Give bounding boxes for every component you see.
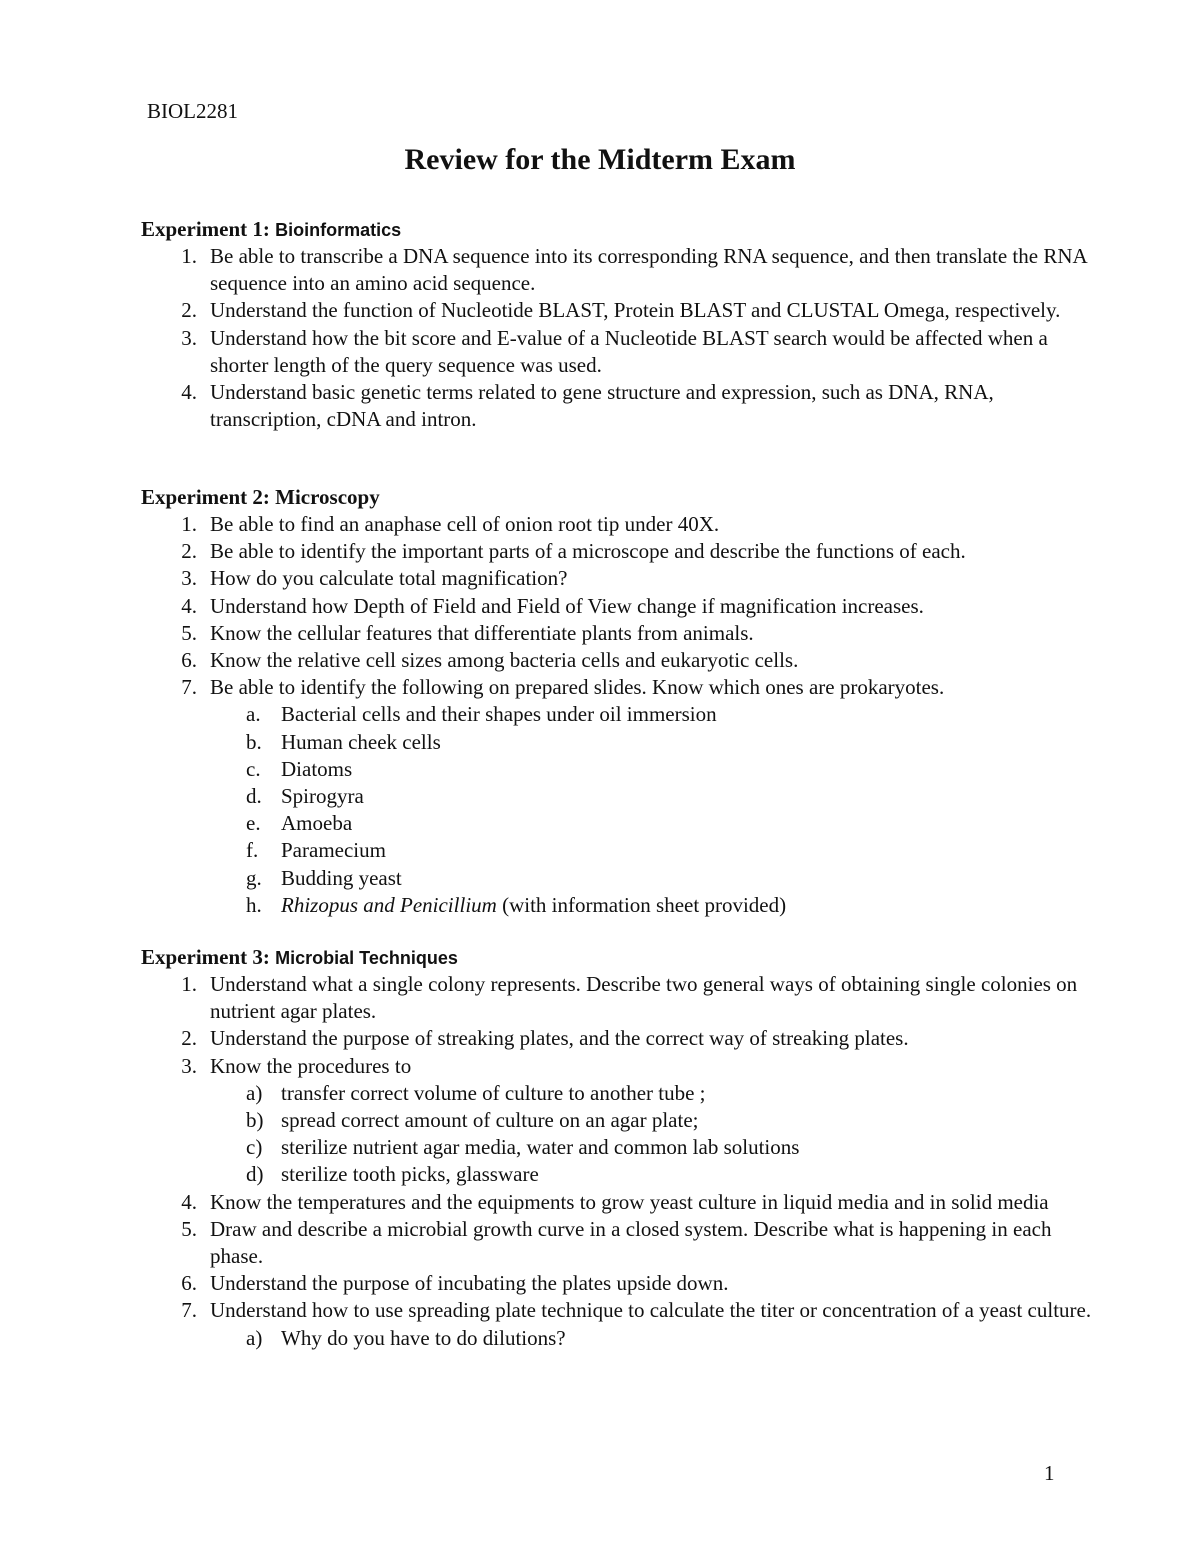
list-item [141,1270,1101,1297]
item-number: 4. [181,593,197,618]
item-number: 4. [181,1189,197,1214]
sub-list-item [210,1107,1101,1134]
list-item [141,243,1101,297]
page-number: 1 [1044,1461,1055,1485]
list-item [141,674,1101,919]
item-text: Understand how the bit score and E-value of a Nucleotide BLAST search would be affected when a shorter length of the query sequence was used. [210,325,1048,377]
course-code: BIOL2281 [147,99,238,123]
section-heading [141,944,1101,971]
item-text: Draw and describe a microbial growth curve in a closed system. Describe what is happening in each phase. [210,1216,1052,1269]
sub-list-item [210,837,1101,864]
sub-item-text: spread correct amount of culture on an agar plate; [281,1108,699,1133]
item-text: Be able to identify the following on prepared slides. Know which ones are prokaryotes. [210,675,945,700]
sub-list-item [210,1134,1101,1161]
list-item [141,620,1101,647]
section-heading-lead: Experiment 2: Microscopy [141,485,380,509]
section-microbial-techniques [141,944,1101,1352]
sub-item-letter: b) [246,1108,264,1133]
item-text: Know the temperatures and the equipments to grow yeast culture in liquid media and in solid media [210,1189,1049,1214]
list-item [141,565,1101,592]
sub-item-text: sterilize nutrient agar media, water and common lab solutions [281,1135,800,1160]
item-number: 6. [181,1271,197,1296]
item-text: Understand basic genetic terms related to gene structure and expression, such as DNA, RNA, transcription, cDNA and intron. [210,380,994,432]
list-item [141,647,1101,674]
sub-item-text: Why do you have to do dilutions? [281,1325,566,1350]
list-item [141,538,1101,565]
item-text: Understand the function of Nucleotide BLAST, Protein BLAST and CLUSTAL Omega, respectively. [210,298,1061,323]
item-number: 3. [181,566,197,591]
sub-item-letter: c) [246,1135,263,1160]
item-number: 3. [181,325,197,350]
item-text: Understand how Depth of Field and Field of View change if magnification increases. [210,593,924,618]
list-item [141,1297,1101,1351]
sub-item-letter: a) [246,1080,263,1105]
sub-list-item [210,1161,1101,1188]
sub-item-text: Spirogyra [281,784,364,809]
item-number: 5. [181,1216,197,1241]
list-item [141,971,1101,1025]
section-heading [141,216,1101,243]
section-heading-topic: Microbial Techniques [275,948,458,968]
item-number: 5. [181,620,197,645]
item-number: 1. [181,244,197,268]
section-microscopy [141,484,1101,919]
sub-item-list [210,701,1101,919]
item-text: Understand what a single colony represents. Describe two general ways of obtaining single colonies on nutrient agar plates. [210,972,1078,1024]
sub-item-list [210,1325,1101,1352]
section-heading-topic: Bioinformatics [275,220,402,240]
sub-list-item [210,729,1101,756]
sub-list-item [210,1325,1101,1352]
list-item [141,1189,1101,1216]
list-item [141,593,1101,620]
sub-item-text: Budding yeast [281,865,402,890]
sub-item-letter: b. [246,729,262,754]
sub-item-letter: e. [246,811,261,836]
item-text: Understand the purpose of incubating the plates upside down. [210,1271,729,1296]
section-heading-lead: Experiment 1: [141,217,276,241]
item-list [141,511,1101,919]
item-text: Know the procedures to [210,1053,412,1078]
list-item [141,1216,1101,1270]
sub-item-letter: g. [246,865,262,890]
sub-item-letter: h. [246,892,262,917]
item-text: Know the relative cell sizes among bacteria cells and eukaryotic cells. [210,648,799,673]
item-number: 1. [181,512,197,536]
item-number: 4. [181,380,197,405]
item-number: 7. [181,1298,197,1323]
list-item [141,379,1101,433]
item-number: 1. [181,972,197,996]
sub-item-italic-text: Rhizopus and Penicillium [281,892,497,917]
sub-item-letter: c. [246,756,261,781]
item-number: 2. [181,1026,197,1051]
item-text: Know the cellular features that differentiate plants from animals. [210,620,754,645]
sub-item-letter: a) [246,1325,263,1350]
sub-item-text: transfer correct volume of culture to another tube ; [281,1080,706,1105]
item-list [141,971,1101,1352]
sub-item-text: sterilize tooth picks, glassware [281,1162,539,1187]
item-number: 2. [181,539,197,564]
page-title: Review for the Midterm Exam [404,143,796,176]
list-item [141,297,1101,324]
sub-item-text: Diatoms [281,756,353,781]
sub-item-text: Bacterial cells and their shapes under oil immersion [281,702,717,727]
section-heading [141,484,1101,511]
item-number: 6. [181,648,197,673]
sub-item-letter: f. [246,838,259,863]
item-number: 3. [181,1053,197,1078]
item-text: Be able to transcribe a DNA sequence into its corresponding RNA sequence, and then translate the RNA sequence into an amino acid sequence. [210,244,1087,296]
section-bioinformatics [141,216,1101,433]
sub-item-list [210,1080,1101,1189]
sub-list-item [210,701,1101,728]
list-item [141,1053,1101,1189]
list-item [141,325,1101,379]
sub-list-item [210,892,1101,919]
item-text: How do you calculate total magnification? [210,566,568,591]
sub-item-text: Paramecium [281,838,386,863]
sub-list-item [210,756,1101,783]
sub-list-item [210,810,1101,837]
sub-item-text: Amoeba [281,811,353,836]
item-number: 2. [181,298,197,323]
sub-item-text: (with information sheet provided) [496,892,787,917]
sub-list-item [210,1080,1101,1107]
list-item [141,1025,1101,1052]
item-text: Be able to find an anaphase cell of onion root tip under 40X. [210,512,720,536]
sub-list-item [210,783,1101,810]
item-list [141,243,1101,433]
sub-list-item [210,865,1101,892]
sub-item-letter: d. [246,784,262,809]
item-text: Understand the purpose of streaking plates, and the correct way of streaking plates. [210,1026,909,1051]
sub-item-letter: d) [246,1162,264,1187]
section-heading-lead: Experiment 3: [141,945,276,969]
item-text: Be able to identify the important parts of a microscope and describe the functions of each. [210,539,966,564]
sub-item-letter: a. [246,702,261,727]
list-item [141,511,1101,538]
item-text: Understand how to use spreading plate technique to calculate the titer or concentration of a yeast culture. [210,1298,1092,1323]
item-number: 7. [181,675,197,700]
sub-item-text: Human cheek cells [281,729,441,754]
